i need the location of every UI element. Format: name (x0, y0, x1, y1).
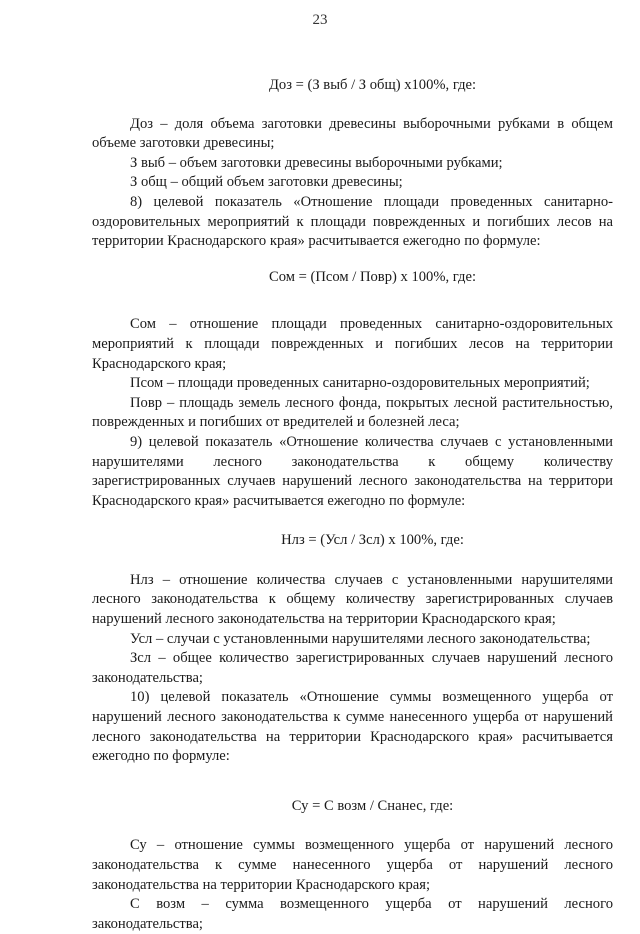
formula-line: Су = С возм / Снанес, где: (291, 797, 454, 814)
paragraph: Сом – отношение площади проведенных санитарно-оздоровительных мероприятий к площади поврежденных и погибших лесов на территории Краснодарского края; (92, 316, 613, 372)
paragraph: 10) целевой показатель «Отношение суммы возмещенного ущерба от нарушений лесного законодательства к сумме нанесенного ущерба от нарушений лесного законодательства на территории Краснодарского края» расчитывается ежегодно по формуле: (92, 689, 613, 765)
paragraph: 9) целевой показатель «Отношение количества случаев с установленными нарушителями лесного законодательства к общему количеству зарегистрированных случаев нарушений лесного законодательства на территори Краснодарского края» расчитывается ежегодно по формуле: (92, 433, 613, 509)
paragraph: 8) целевой показатель «Отношение площади проведенных санитарно-оздоровительных мероприятий к площади поврежденных и погибших лесов на территории Краснодарского края» расчитывается ежегодно по формуле: (92, 193, 613, 250)
paragraph: З общ – общий объем заготовки древесины; (130, 174, 403, 191)
paragraph: Су – отношение суммы возмещенного ущерба от нарушений лесного законодательства к сумме нанесенного ущерба от нарушений лесного законодательства на территории Краснодарского края; (92, 837, 613, 893)
formula-line: Доз = (З выб / З общ) х100%, где: (268, 77, 477, 93)
page-number: 23 (312, 12, 328, 28)
paragraph: Усл – случаи с установленными нарушителями лесного законодательства; (130, 630, 591, 647)
formula-line: Сом = (Псом / Повр) х 100%, где: (268, 268, 477, 285)
paragraph: З выб – объем заготовки древесины выборочными рубками; (130, 154, 503, 171)
paragraph: Повр – площадь земель лесного фонда, покрытых лесной растительностью, поврежденных и погибших от вредителей и болезней леса; (92, 394, 613, 431)
paragraph: Зсл – общее количество зарегистрированных случаев нарушений лесного законодательства; (92, 650, 613, 686)
paragraph: Нлз – отношение количества случаев с установленными нарушителями лесного законодательства к общему количеству зарегистрированных случаев нарушений лесного законодательства на территории Краснодарского края; (92, 571, 613, 628)
paragraph: Доз – доля объема заготовки древесины выборочными рубками в общем объеме заготовки древесины; (92, 115, 613, 152)
paragraph: С возм – сумма возмещенного ущерба от нарушений лесного законодательства; (92, 896, 613, 932)
document-body (92, 76, 613, 934)
formula-line: Нлз = (Усл / Зсл) х 100%, где: (281, 532, 464, 549)
paragraph: Псом – площади проведенных санитарно-оздоровительных мероприятий; (130, 375, 590, 392)
